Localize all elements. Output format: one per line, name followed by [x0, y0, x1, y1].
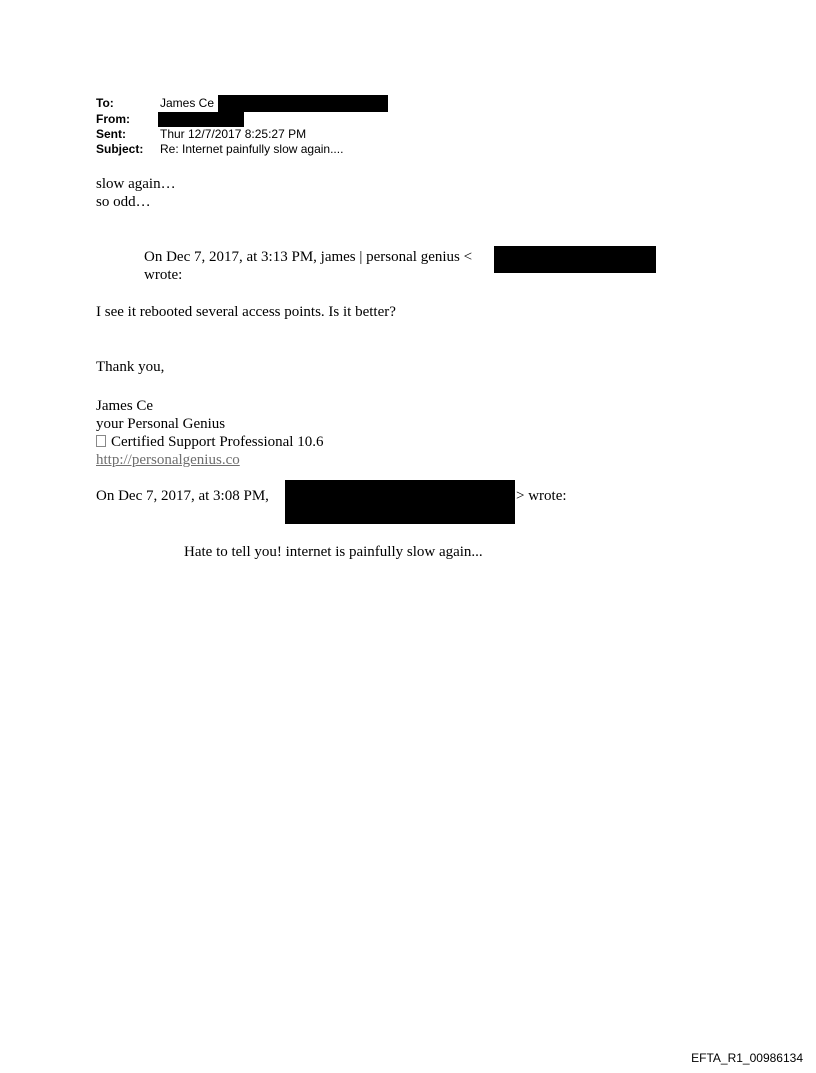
from-label: From: — [96, 112, 130, 126]
quote2-attribution-prefix: On Dec 7, 2017, at 3:08 PM, — [96, 488, 269, 504]
quote2-attribution-suffix: > wrote: — [516, 488, 567, 504]
sent-value: Thur 12/7/2017 8:25:27 PM — [160, 127, 307, 141]
reply-text: I see it rebooted several access points. Is it better? — [96, 304, 396, 320]
sent-label: Sent: — [96, 127, 126, 141]
signature-link[interactable]: http://personalgenius.co — [96, 452, 240, 468]
signature-cert — [96, 433, 323, 451]
redaction-block — [218, 95, 388, 112]
signature-cert-text: Certified Support Professional 10.6 — [111, 434, 324, 450]
signature-name: James Ce — [96, 398, 154, 414]
original-message: Hate to tell you! internet is painfully slow again... — [184, 544, 483, 560]
redaction-block — [494, 246, 656, 273]
thanks-text: Thank you, — [96, 359, 165, 375]
body-line-1: slow again… — [96, 176, 176, 192]
quote1-wrote: wrote: — [144, 267, 183, 283]
subject-value: Re: Internet painfully slow again.... — [160, 142, 344, 156]
redaction-block — [158, 112, 244, 127]
to-value: James Ce — [160, 96, 215, 110]
missing-glyph-icon — [96, 435, 106, 447]
to-label: To: — [96, 96, 114, 110]
document-id: EFTA_R1_00986134 — [691, 1051, 803, 1065]
quote1-attribution-prefix: On Dec 7, 2017, at 3:13 PM, james | personal genius < — [144, 249, 473, 265]
signature-title: your Personal Genius — [96, 416, 226, 432]
body-line-2: so odd… — [96, 194, 151, 210]
subject-label: Subject: — [96, 142, 144, 156]
redaction-block — [285, 480, 515, 524]
